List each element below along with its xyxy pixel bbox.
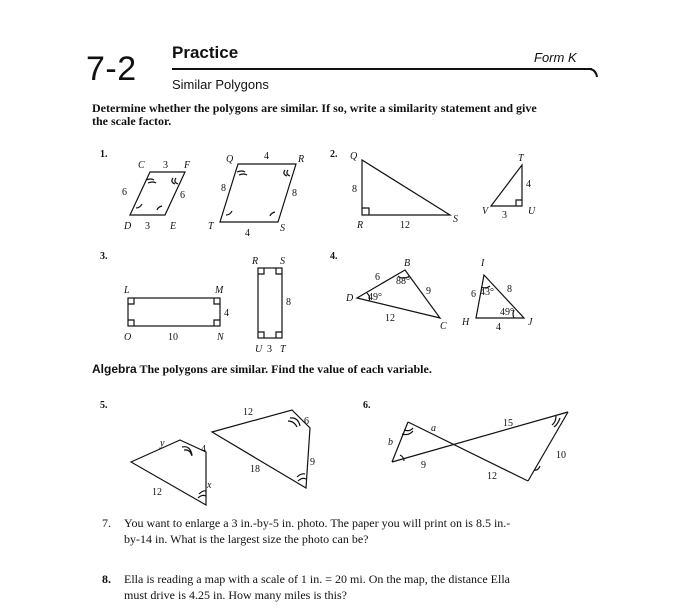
p4-right-label-H: H [462, 317, 470, 328]
p2-right-triangle [491, 165, 522, 206]
p2-left-label-Q: Q [350, 151, 358, 162]
p2-right-label-U: U [528, 206, 536, 217]
question-7 [102, 515, 532, 549]
p1-left-side-top: 3 [163, 160, 168, 171]
p3-left-side-4: 4 [224, 308, 229, 319]
p4-right-label-I: I [481, 258, 485, 269]
form-label: Form K [534, 50, 577, 65]
problem-number-3: 3. [100, 251, 108, 262]
problem-number-1: 1. [100, 149, 108, 160]
p5-large-side-12: 12 [243, 407, 253, 418]
p1-right-side-bottom: 4 [245, 228, 250, 239]
p1-left-label-E: E [170, 221, 177, 232]
p2-left-label-S: S [453, 214, 458, 225]
p4-left-label-D: D [346, 293, 354, 304]
p2-left-label-R: R [357, 220, 364, 231]
p1-right-side-left: 8 [221, 183, 226, 194]
p3-right-side-3: 3 [267, 344, 272, 355]
p4-left-side-9: 9 [426, 286, 431, 297]
problem-number-4: 4. [330, 251, 338, 262]
p3-right-label-S: S [280, 256, 285, 267]
p4-left-angle-49: 49° [368, 292, 382, 303]
p3-right-rectangle [258, 268, 282, 338]
p5-large-side-9: 9 [310, 457, 315, 468]
p1-right-label-T: T [208, 221, 214, 232]
question-7-number: 7. [102, 516, 111, 530]
p6-side-b: b [388, 437, 393, 448]
p4-left-side-6: 6 [375, 272, 380, 283]
p3-left-side-10: 10 [168, 332, 178, 343]
p3-left-label-M: M [215, 285, 224, 296]
p6-side-a: a [431, 423, 436, 434]
p6-side-15: 15 [503, 418, 513, 429]
p1-left-side-right: 6 [180, 190, 185, 201]
problem-number-6: 6. [363, 400, 371, 411]
p2-right-label-V: V [482, 206, 489, 217]
question-8 [102, 571, 532, 605]
p4-right-side-6: 6 [471, 289, 476, 300]
problem-number-2: 2. [330, 149, 338, 160]
algebra-text: The polygons are similar. Find the value of each variable. [139, 362, 432, 376]
p1-left-label-F: D [124, 221, 132, 232]
p1-right-label-R: R [298, 154, 305, 165]
p4-left-side-12: 12 [385, 313, 395, 324]
p4-left-label-B: B [404, 258, 411, 269]
p6-side-12: 12 [487, 471, 497, 482]
p3-left-rectangle [128, 298, 220, 326]
p1-right-label-Q: Q [226, 154, 234, 165]
problem-number-5: 5. [100, 400, 108, 411]
p1-left-side-left: 6 [122, 187, 127, 198]
p2-left-side-8: 8 [352, 184, 357, 195]
p5-large-side-6: 6 [304, 416, 309, 427]
p3-right-label-U: U [255, 344, 263, 355]
p3-left-label-N: N [217, 332, 224, 343]
p1-right-side-right: 8 [292, 188, 297, 199]
p4-right-side-4: 4 [496, 322, 501, 333]
algebra-label: Algebra [92, 362, 137, 376]
question-8-number: 8. [102, 572, 111, 586]
practice-title: Practice [172, 43, 239, 62]
question-7-text: You want to enlarge a 3 in.-by-5 in. photo. The paper you will print on is 8.5 in.-by-14 in. What is the largest size the photo can be? [124, 516, 511, 546]
p3-left-label-O: O [124, 332, 132, 343]
instructions: Determine whether the polygons are similar. If so, write a similarity statement and give the scale factor. [92, 101, 537, 128]
p4-right-label-J: J [528, 317, 533, 328]
p6-side-10: 10 [556, 450, 566, 461]
page-subtitle: Similar Polygons [172, 77, 269, 92]
p5-small-side-x: x [207, 480, 212, 491]
p4-right-angle-49: 49° [500, 307, 514, 318]
question-8-text: Ella is reading a map with a scale of 1 in. = 20 mi. On the map, the distance Ella must drive is 4.25 in. How many miles is this? [124, 572, 510, 602]
p4-left-label-C: C [440, 321, 447, 332]
p6-crossing-triangles [392, 412, 568, 481]
p3-right-label-T: T [280, 344, 286, 355]
p2-left-triangle [362, 160, 450, 215]
p5-small-side-12: 12 [152, 487, 162, 498]
p2-right-side-4: 4 [526, 179, 531, 190]
p1-left-label-C: C [138, 160, 145, 171]
p3-right-side-8: 8 [286, 297, 291, 308]
p5-small-side-y: y [160, 438, 165, 449]
p4-right-angle-43: 43° [480, 287, 494, 298]
p1-left-parallelogram [130, 172, 185, 215]
p5-small-quadrilateral [131, 440, 206, 505]
p4-right-side-8: 8 [507, 284, 512, 295]
p1-left-side-bottom: 3 [145, 221, 150, 232]
p4-left-angle-88: 88° [396, 276, 410, 287]
p2-right-label-T: T [518, 153, 524, 164]
p1-right-side-top: 4 [264, 151, 269, 162]
p1-right-parallelogram [220, 164, 296, 222]
p1-left-label-D: F [184, 160, 191, 171]
p6-side-9: 9 [421, 460, 426, 471]
lesson-number: 7-2 [86, 50, 137, 88]
p3-right-label-R: R [252, 256, 259, 267]
p5-large-side-18: 18 [250, 464, 260, 475]
p1-right-label-S: S [280, 223, 285, 234]
p3-left-label-L: L [124, 285, 130, 296]
p5-large-quadrilateral [212, 410, 310, 488]
p5-small-side-4: 4 [201, 444, 206, 455]
p2-right-side-3: 3 [502, 210, 507, 221]
algebra-heading [92, 362, 432, 377]
p2-left-side-12: 12 [400, 220, 410, 231]
